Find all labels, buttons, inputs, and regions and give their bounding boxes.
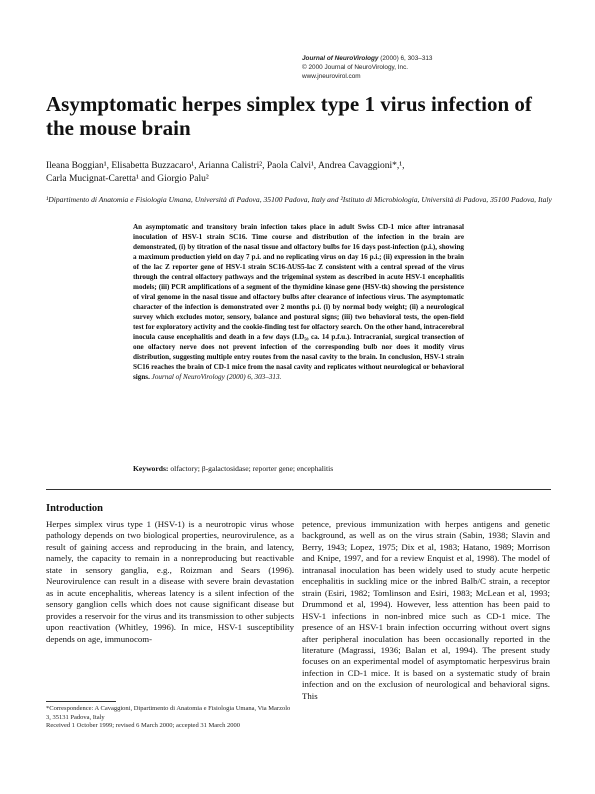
received-dates: Received 1 October 1999; revised 6 March 2000; accepted 31 March 2000 [46,722,241,730]
abstract-citation: Journal of NeuroVirology (2000) 6, 303–313. [151,373,282,381]
abstract [133,222,464,382]
journal-name: Journal of NeuroVirology [302,55,379,62]
body-column-left: Herpes simplex virus type 1 (HSV-1) is a neurotropic virus whose pathology depends on two biological properties, neurovirulence, as a result of gaining access and reproducing in the brain, and latency, namely, the capacity to remain in a nonreproducing but reactivable state in sensory ganglia, e.g., Roizman and Sears (1996). Neurovirulence can result in a disease with severe brain devastation as in acute encephalitis, whereas latency is a silent infection of the sensory ganglion cells which does not cause significant disease but provides a reservoir for the virus and its transmission to other subjects upon reactivation (Whitley, 1996). In mice, HSV-1 susceptibility depends on age, immunocom- [46,519,294,644]
article-title: Asymptomatic herpes simplex type 1 virus infection of the mouse brain [46,92,532,140]
section-divider [46,489,551,490]
footnote [46,705,294,731]
journal-website[interactable]: www.jneurovirol.com [302,73,361,80]
keywords-label: Keywords: [133,464,169,473]
section-heading-introduction: Introduction [46,503,103,514]
journal-header [302,54,562,81]
journal-issue: (2000) 6, 303–313 [380,55,433,62]
affiliations: ¹Dipartimento di Anatomia e Fisiologia Umana, Università di Padova, 35100 Padova, Italy and ²Istituto di Microbiologia, Università di Padova, 35100 Padova, Italy [46,195,552,204]
body-column-right: petence, previous immunization with herpes antigens and genetic background, as well as on the virus strain (Sabin, 1938; Slavin and Berry, 1943; Lopez, 1975; Dix et al, 1983; Hatano, 1989; Morrison and Knipe, 1997, and for a review Enquist et al, 1998). The model of intranasal inoculation has been widely used to study acute herpetic encephalitis in suckling mice or the inbred Balb/C strain, a receptor strain (Esiri, 1982; Tomlinson and Esiri, 1983; McLean et al, 1993; Drummond et al, 1994). However, less attention has been paid to HSV-1 infections in non-inbred mice such as CD-1 mice. The presence of an HSV-1 brain infection occurring without overt signs after peripheral inoculation has been occasionally reported in the literature (Magrassi, 1936; Balan et al, 1994). The present study focuses on an experimental model of asymptomatic herpesvirus brain infection in CD-1 mice. It is based on a systematic study of brain infection and on the exclusion of neurological and behavioral signs. This [302,519,550,701]
correspondence-note: *Correspondence: A Cavaggioni, Dipartimento di Anatomia e Fisiologia Umana, Via Marzolo 3, 35131 Padova, Italy [46,705,291,721]
author-line-2: Carla Mucignat-Caretta¹ and Giorgio Palu² [46,174,209,184]
abstract-text: An asymptomatic and transitory brain infection takes place in adult Swiss CD-1 mice after intranasal inoculation of HSV-1 strain SC16. Time course and distribution of the infection in the brain are demonstrated, (i) by titration of the nasal tissue and olfactory bulbs for 16 days post-infection (p.i.), showing a maximum production yield on day 7 p.i. and no replicating virus on day 16 p.i.; (ii) expression in the brain of the lac Z reporter gene of HSV-1 strain SC16-ΔUS5-lac Z consistent with a central spread of the virus through the central olfactory pathways and the trigeminal system as described in acute HSV-1 encephalitis models; (iii) PCR amplifications of a segment of the thymidine kinase gene (HSV-tk) showing the persistence of viral genome in the nasal tissue and olfactory bulbs after clearance of infectious virus. The asymptomatic character of the infection is demonstrated over 2 months p.i. (i) by normal body weight; (ii) a neurological survey which excludes motor, sensory, balance and postural signs; (iii) two behavioral tests, the open-field test for exploratory activity and the cookie-finding test for olfactory search. On the other hand, intracerebral inocula cause encephalitis and death in a few days (LD₅₀ ca. 14 p.f.u.). Intracranial, surgical transection of one olfactory nerve does not prevent infection of the corresponding bulb nor does it modify virus distribution, suggesting multiple entry routes from the nasal cavity to the brain. In conclusion, HSV-1 strain SC16 reaches the brain of CD-1 mice from the nasal cavity and replicates without neurological or behavioral signs. [133,223,464,381]
author-line-1: Ileana Boggian¹, Elisabetta Buzzacaro¹, Arianna Calistri², Paola Calvi¹, Andrea Cavaggioni*,¹, [46,161,405,171]
keywords-text: olfactory; β-galactosidase; reporter gene; encephalitis [170,464,334,473]
journal-citation-line [302,54,562,63]
author-list [46,160,556,186]
copyright-notice: © 2000 Journal of NeuroVirology, Inc. [302,64,409,71]
keywords [133,464,464,474]
footnote-divider [46,701,116,702]
